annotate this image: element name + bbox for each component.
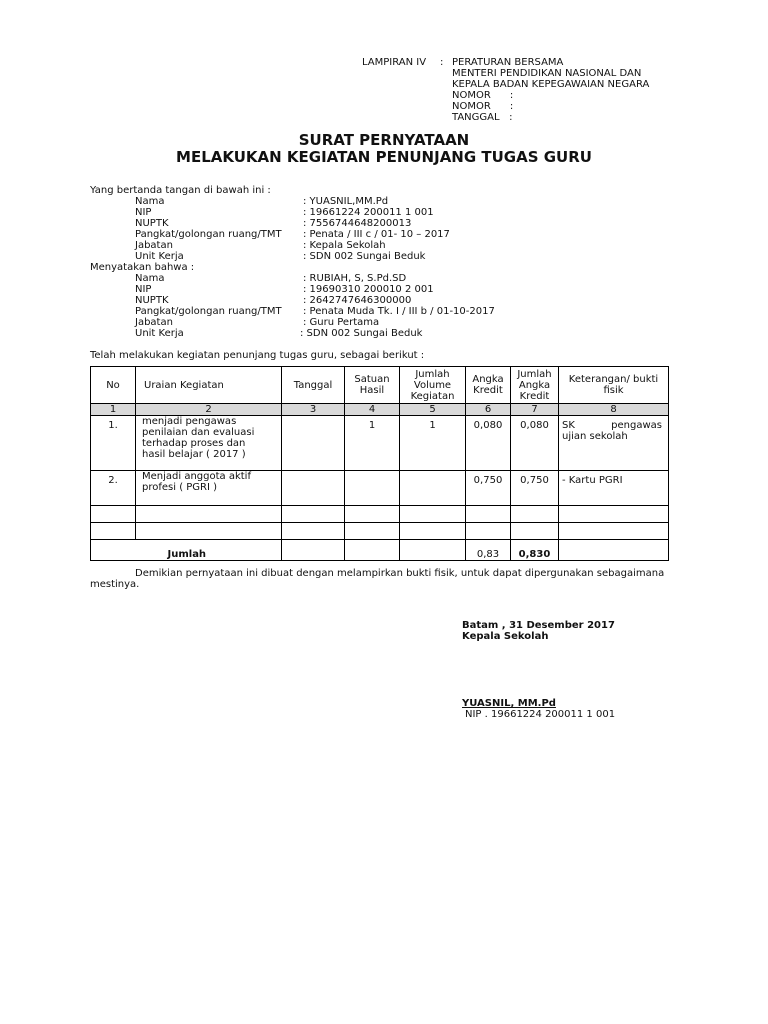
header-jumlah: Jumlah Angka Kredit — [511, 367, 559, 404]
row-volume — [400, 471, 466, 506]
subject-value-pangkat: : Penata Muda Tk. I / III b / 01-10-2017 — [303, 306, 495, 317]
regulation-line-2: MENTERI PENDIDIKAN NASIONAL DAN — [452, 68, 642, 79]
row-tanggal — [282, 416, 345, 471]
table-row-empty — [91, 506, 669, 523]
closing-text-line-2: mestinya. — [90, 579, 140, 590]
header-angka: Angka Kredit — [466, 367, 511, 404]
subject-label-nama: Nama — [135, 273, 165, 284]
ket-part: pengawas — [611, 420, 662, 431]
row-uraian: Menjadi anggota aktif profesi ( PGRI ) — [136, 471, 282, 506]
subject-label-jabatan: Jabatan — [135, 317, 173, 328]
row-volume: 1 — [400, 416, 466, 471]
row-keterangan: - Kartu PGRI — [559, 471, 669, 506]
nomor-line-2: NOMOR : — [452, 101, 514, 112]
signer-value-nama: : YUASNIL,MM.Pd — [303, 196, 389, 207]
col-number: 4 — [345, 404, 400, 416]
row-jumlah: 0,080 — [511, 416, 559, 471]
nomor-line-1: NOMOR : — [452, 90, 514, 101]
header-satuan: Satuan Hasil — [345, 367, 400, 404]
subject-label-pangkat: Pangkat/golongan ruang/TMT — [135, 306, 282, 317]
lampiran-colon: : — [440, 57, 444, 68]
total-angka: 0,83 — [466, 540, 511, 561]
signer-label-nip: NIP — [135, 207, 152, 218]
header-uraian: Uraian Kegiatan — [136, 367, 282, 404]
table-row — [91, 416, 669, 471]
subject-label-nuptk: NUPTK — [135, 295, 169, 306]
subject-value-unit: : SDN 002 Sungai Beduk — [300, 328, 423, 339]
col-number: 7 — [511, 404, 559, 416]
subject-value-nip: : 19690310 200010 2 001 — [303, 284, 434, 295]
row-tanggal — [282, 471, 345, 506]
row-satuan — [345, 471, 400, 506]
col-number: 3 — [282, 404, 345, 416]
signer-value-pangkat: : Penata / III c / 01- 10 – 2017 — [303, 229, 450, 240]
col-number: 8 — [559, 404, 669, 416]
subject-label-nip: NIP — [135, 284, 152, 295]
col-number: 5 — [400, 404, 466, 416]
lampiran-label: LAMPIRAN IV — [362, 57, 427, 68]
col-number: 1 — [91, 404, 136, 416]
col-number: 6 — [466, 404, 511, 416]
header-keterangan: Keterangan/ bukti fisik — [559, 367, 669, 404]
subject-value-nama: : RUBIAH, S, S.Pd.SD — [303, 273, 407, 284]
subject-value-jabatan: : Guru Pertama — [303, 317, 380, 328]
activity-table — [90, 366, 669, 561]
signature-position: Kepala Sekolah — [462, 631, 549, 642]
subject-label-unit: Unit Kerja — [135, 328, 184, 339]
ket-part: SK — [562, 420, 575, 431]
signer-value-nuptk: : 7556744648200013 — [303, 218, 412, 229]
signature-nip: NIP . 19661224 200011 1 001 — [465, 709, 616, 720]
signer-label-nama: Nama — [135, 196, 165, 207]
signer-value-jabatan: : Kepala Sekolah — [303, 240, 386, 251]
row-jumlah: 0,750 — [511, 471, 559, 506]
subject-value-nuptk: : 2642747646300000 — [303, 295, 412, 306]
table-header-row — [91, 367, 669, 404]
table-row — [91, 471, 669, 506]
signer-value-unit: : SDN 002 Sungai Beduk — [303, 251, 426, 262]
signer-label-pangkat: Pangkat/golongan ruang/TMT — [135, 229, 282, 240]
regulation-line-1: PERATURAN BERSAMA — [452, 57, 564, 68]
total-row — [91, 540, 669, 561]
tanggal-line: TANGGAL : — [452, 112, 513, 123]
total-jumlah: 0,830 — [511, 540, 559, 561]
row-no: 2. — [91, 471, 136, 506]
intro-text: Yang bertanda tangan di bawah ini : — [90, 185, 271, 196]
row-uraian: menjadi pengawas penilaian dan evaluasi terhadap proses dan hasil belajar ( 2017 ) — [136, 416, 282, 471]
signer-label-unit: Unit Kerja — [135, 251, 184, 262]
row-angka: 0,080 — [466, 416, 511, 471]
column-number-row — [91, 404, 669, 416]
row-angka: 0,750 — [466, 471, 511, 506]
header-volume: Jumlah Volume Kegiatan — [400, 367, 466, 404]
page-title: SURAT PERNYATAAN — [298, 131, 470, 149]
row-no: 1. — [91, 416, 136, 471]
page-subtitle: MELAKUKAN KEGIATAN PENUNJANG TUGAS GURU — [176, 148, 592, 166]
header-tanggal: Tanggal — [282, 367, 345, 404]
header-no: No — [91, 367, 136, 404]
regulation-line-3: KEPALA BADAN KEPEGAWAIAN NEGARA — [452, 79, 650, 90]
table-row-empty — [91, 523, 669, 540]
statement-text: Telah melakukan kegiatan penunjang tugas guru, sebagai berikut : — [90, 350, 425, 361]
declares-text: Menyatakan bahwa : — [90, 262, 195, 273]
ket-part: ujian sekolah — [562, 431, 628, 442]
row-satuan: 1 — [345, 416, 400, 471]
row-keterangan — [559, 416, 669, 471]
signer-label-jabatan: Jabatan — [135, 240, 173, 251]
signer-value-nip: : 19661224 200011 1 001 — [303, 207, 434, 218]
total-label: Jumlah — [136, 540, 282, 561]
closing-text-line-1: Demikian pernyataan ini dibuat dengan melampirkan bukti fisik, untuk dapat dipergunakan sebagaimana — [135, 568, 665, 579]
col-number: 2 — [136, 404, 282, 416]
signer-label-nuptk: NUPTK — [135, 218, 169, 229]
signature-place-date: Batam , 31 Desember 2017 — [462, 620, 615, 631]
signature-name: YUASNIL, MM.Pd — [462, 698, 556, 709]
